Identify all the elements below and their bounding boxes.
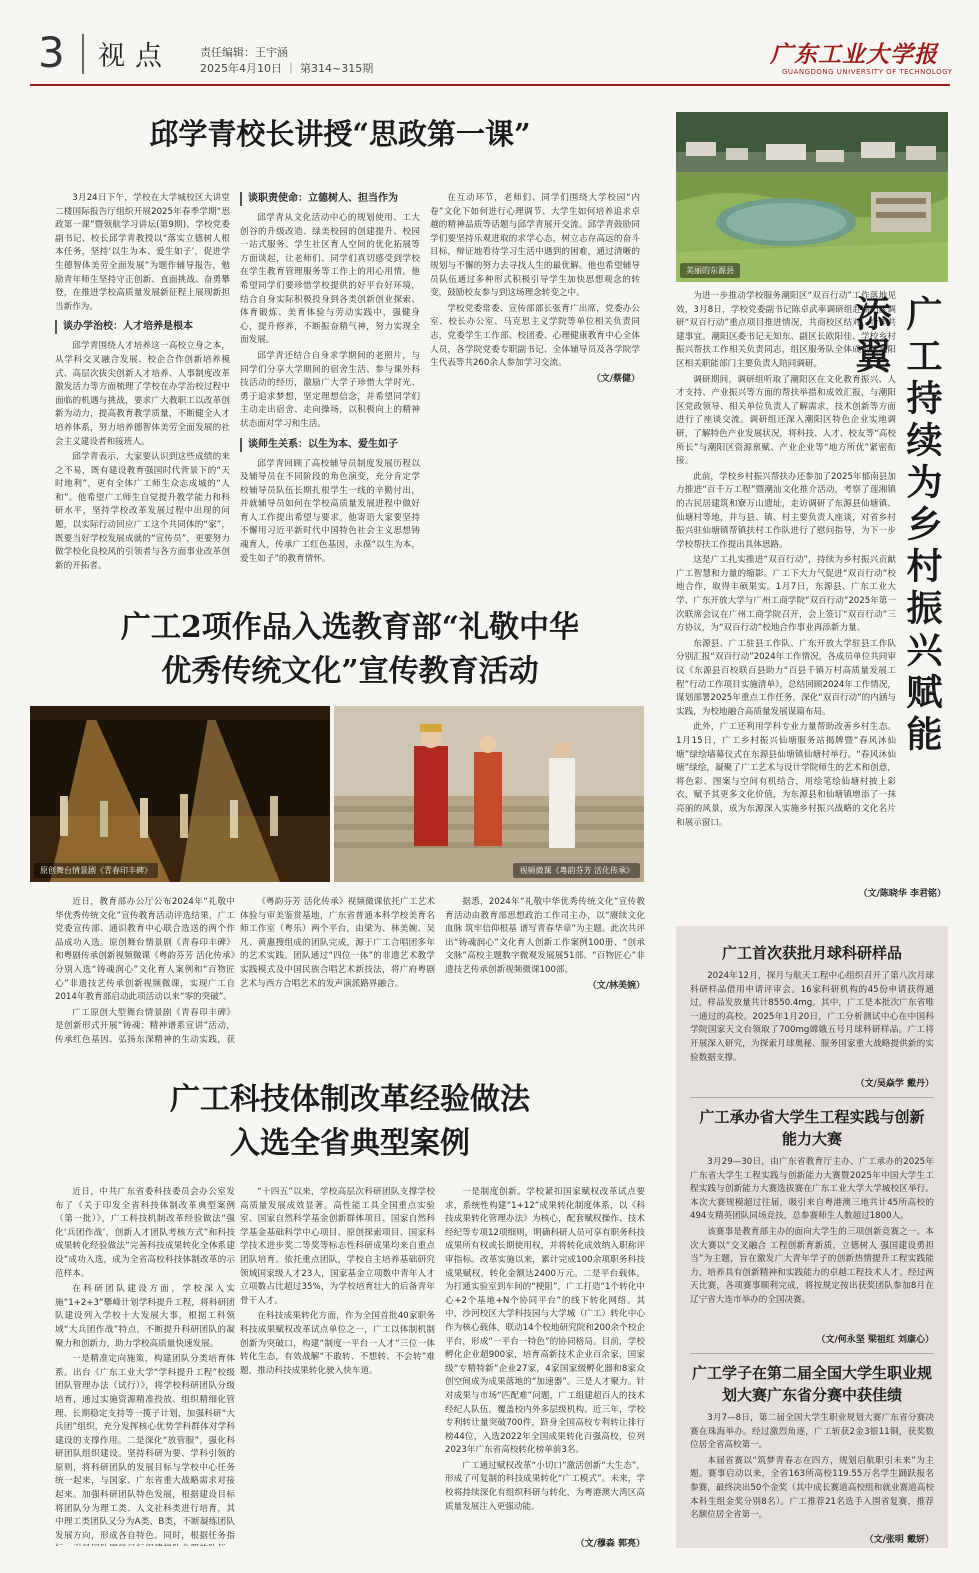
brief-2-title: 广工承办省大学生工程实践与创新能力大赛 (699, 1108, 925, 1148)
stage-play-photo-caption: 原创舞台情景剧《青春印丰碑》 (34, 863, 158, 878)
brief-2-byline: （文/何永坚 梁祖红 刘康心） (816, 1335, 934, 1345)
header-rule (30, 84, 950, 86)
article-1-byline: （文/蔡健） (591, 373, 640, 384)
editor-credit: 责任编辑：王宇涵 (200, 46, 288, 59)
article-3-para-3: 《粤韵芬芳 活化传承》视频微课依托广工艺术体验与审美鉴赏基地，广东省普通本科学校美育名师工作室（粤乐）两个平台，由梁为、林美婉、吴凡、黄惠搜组成的团队完成，源于广工合唱团多年的艺术实践。团队通过“四位一体”的非遗艺术教学实践模式及中国民族合唱艺术新技法，将广府粤剧艺术与西方合唱艺术的发声演派路界融合。 (240, 897, 435, 989)
article-4-headline-line-2: 入选全省典型案例 (230, 1126, 470, 1161)
article-4-col-1 (55, 1186, 235, 1546)
brief-1-para-1: 2024年12月，探月与航天工程中心组织召开了第八次月球科研样品借用申请评审会。16家科研机构的45份申请获得通过，样品发放量共计8550.4mg。其中，广工是本批次广东省唯一通过的高校。2025年1月20日，广工分析测试中心在中国科学院国家天文台领取了700mg嫦娥五号月球科研样品。广工将开展深入研究，为探索月球奥秘、服务国家重大战略提供新的实验数据支撑。 (690, 971, 934, 1063)
article-3-byline: （文/林美婉） (587, 980, 645, 991)
brief-3-para-2: 本届省赛以“筑梦青春志在四方，规划启航职引未来”为主题。赛事启动以来，全省163所高校119.55万名学生踊跃报名参赛，最终决出50个金奖（其中成长赛道高校组和就业赛道高校本科生组金奖分别8名）。广工推荐21名选手入围省复赛，推荐名额位居全省第一。 (690, 1455, 934, 1521)
article-3-headline-line-2: 优秀传统文化”宣传教育活动 (161, 654, 539, 689)
article-4-para-3: 一是精准定向施策，构建团队分类培育体系。出台《广东工业大学“学科提升工程”校级团队管理办法（试行）》，将学校科研团队分级培育，通过实施资源精准投放、组织精细化管理、长期稳定支持等一揽子计划，加强科研“大兵团”组织，充分发挥核心优势学科群体对学科建设的支撑作用。二是深化“放管服”，强化科研团队组织建设。坚持科研为要、学科引领的原则，将科研团队的发展目标与学校中心任务统一起来，与国家、广东省重大战略需求对接起来。加强科研团队特色发展，根据建设目标将团队分为理工类、人文社科类进行培育，其中理工类团队又分为A类、B类，不断凝练团队发展方向，形成各自特色。同时，根据任务指 (55, 1354, 235, 1541)
brief-3-para-1: 3月7—8日，第二届全国大学生职业规划大赛广东省分赛决赛在珠海举办。经过激烈角逐，广工斩获2金3银11铜，获奖数位居全省高校第一。 (690, 1413, 934, 1451)
brief-3-byline: （文/张明 戴妍） (864, 1535, 934, 1545)
article-4-byline: （文/穆森 郭亮） (575, 1539, 645, 1549)
village-photo (676, 112, 948, 282)
brief-3-body (690, 1412, 934, 1532)
article-2-para-2: 调研期间，调研组听取了潮阳区在文化教育振兴、人才支持、产业振兴等方面的帮扶举措和成效汇报，与潮阳区党政领导、相关单位负责人了解需求，技术创新等方面进行了座谈交流。调研组还深入潮阳区特色企业实地调研，了解特色产业发展状况，将科技、人才、校友等“高校所长”与潮阳区资源禀赋、产业企业等“地方所优”紧密衔接。 (676, 374, 896, 467)
article-3-para-4: 据悉，2024年“礼敬中华优秀传统文化”宣传教育活动由教育部思想政治工作司主办，以“赓续文化血脉 筑牢信仰根基 谱写青春华章”为主题。此次共评出“铸魂润心”文化育人创新工作案例100册、“创承文脉”高校主题数字微观发展展51部、“百物匠心”非遗技艺传承创新视频微课100部。 (445, 897, 645, 975)
article-3-para-2: 广工原创大型舞台情景剧《青春印丰碑》是创新形式开展“铸魂：精神谱系宣讲”活动，传承红色基因、弘扬东深精神的生动实践，获 (55, 1007, 235, 1045)
newspaper-logo: 广东工业大学报 (770, 41, 938, 68)
news-brief-sidebar (676, 926, 948, 1548)
brief-2-para-2: 该赛事是教育部主办的面向大学生的三项创新竞赛之一。本次大赛以“交叉融合 工程创新育新质，立德树人 强国建设勇担当”为主题，旨在激发广大青年学子的创新热情提升工程实践能力，培养具有创新精神和实践能力的卓越工程技术人才。经过两天比赛，各项赛事顺利完成，将按规定按出获奖团队参加8月在辽宁省大连市举办的全国决赛。 (690, 1226, 934, 1305)
article-1-para-3: 邱学青从文化活动中心的规划使用、工大创谷的升级改造、绿美校园的创建提升、校园一站式服务、学生社区育人空间的优化拓展等方面谈起，让老师们、同学们真切感受到学校在学生教育管理服务等工作上的用心用情。他希望同学们要珍惜学校提供的好平台好环境，结合自身实际积极投身到各类创新创业探索、体育锻炼、美育体验与劳动实践中，强健身心，提升修养，不断振奋精气神，努力实现全面发展。 (240, 213, 420, 346)
article-2-headline: 广工持续为乡村振兴赋能添翼 (850, 295, 943, 757)
brief-2-body (690, 1156, 934, 1332)
article-2-para-1: 为进一步推动学校服务潮阳区“双百行动”工作落地见效，3月8日，学校党委副书记陈卓武率调研组赴潮阳区调研“双百行动”重点项目推进情况，共商校区结对、合作共建事宜。潮阳区委书记无知东、副区长欧阳佳、学校乡村振兴帮扶工作相关负责同志，组区服务队全体成员及潮阳区相关职能部门主要负责人陪同调研。 (676, 291, 896, 369)
brief-3-title: 广工学子在第二届全国大学生职业规划大赛广东省分赛中获佳绩 (692, 1364, 933, 1404)
village-photo-caption: 美丽的东源县 (680, 263, 740, 278)
article-2-para-3: 此前，学校乡村振兴帮扶办还参加了2025年郁南县加力推进“百千万工程”暨潮汕文化推介活动，考察了莲湘镇的古民居建筑和寮万山遗址，走访调研了东源县仙塘镇、仙塘村等地，并与县、镇、村主要负责人座谈，对省乡村振兴驻仙塘镇帮镇扶村工作队进行了慰问指导，为下一步学校帮扶工作提出具体思路。 (676, 471, 896, 550)
article-2-para-5: 东源县、广工驻县工作队、广东开放大学驻县工作队分别汇报“双百行动”2024年工作情况，各成员单位共同审议《东源县百校联百县助力“百县千镇万村高质量发展工程”行动工作项目实施清单》，总结回顾2024年工作情况，谋划部署2025年重点工作任务，深化“双百行动”的内涵与实践，为校地融合高质量发展谋篇布局。 (676, 638, 896, 717)
article-4-col-3 (445, 1186, 645, 1532)
article-3-headline (30, 606, 670, 694)
stage-play-photo (30, 706, 330, 882)
article-1-para-1: 邱学青围绕人才培养这一高校立身之本，从学科交叉融合发展、校企合作创新培养模式、高层次拔尖创新人才培养、人事制度改革激发活力等方面梳理了学校在办学治校过程中面临的机遇与挑战，要求广大教职工以改革创新为动力，提高教育教学质量，不断健全人才培养体系，努力培养德智体美劳全面发展的社会主义建设者和接班人。 (55, 341, 230, 447)
article-4-headline-line-1: 广工科技体制改革经验做法 (170, 1082, 530, 1117)
article-1-col-1 (55, 192, 230, 576)
header-divider (82, 34, 84, 74)
section-title: 视点 (98, 41, 172, 72)
article-2-byline: （文/陈晓华 李君铭） (858, 889, 946, 899)
article-1-col-2 (240, 192, 420, 576)
article-1-subhead-3: 谈师生关系：以生为本、爱生如子 (240, 438, 420, 452)
article-4-para-1: 近日，中共广东省委科技委员会办公室发布了《关于印发全省科技体制改革典型案例（第一批）》，广工科技机制改革经验做法“强化‘兵团作战’，创新人才团队考核方式”和科技成果转化经验做法“完善科技成果转化全体系建设”成功入选，成为全省高校科技体制改革的示范样本。 (55, 1187, 235, 1279)
article-3-headline-line-1: 广工2项作品入选教育部“礼敬中华 (120, 610, 580, 645)
article-1-headline: 邱学青校长讲授“思政第一课” (149, 117, 531, 151)
article-3-col-3 (445, 896, 645, 1046)
article-4-para-7: 广工通过赋权改革“小切口”激活创新“大生态”，形成了可复制的科技成果转化“广工模式”。未来，学校将持续深化有组织科研与转化，为粤港澳大湾区高质量发展注入更强动能。 (445, 1460, 645, 1512)
article-4-headline (30, 1078, 670, 1166)
article-4-col-2 (240, 1186, 435, 1546)
article-1-para-6: 在互动环节，老师们、同学们围绕大学校园“内卷”文化下如何进行心理调节、大学生如何培养追求卓越的精神品质等话题与邱学青展开交流。邱学青鼓励同学们要坚持乐观进取的求学心态，树立志存高远的奋斗目标，辩证地看待学习生活中遇到的困难，通过清晰的规划与不懈的努力去寻找人生的最优解。他也希望辅导员队伍通过多种形式积极引导学生加快思想观念的转变，鼓励校友参与到这场理念转变之中。 (430, 193, 640, 299)
article-1-subhead-2: 谈职责使命：立德树人、担当作为 (240, 192, 420, 206)
page-number: 3 (38, 28, 65, 77)
article-1-para-2: 邱学青表示，大家要认识到这些成绩的来之不易，既有建设教育强国时代背景下的“天时地利”，更有全体广工师生众志成城的“人和”。他希望广工师生自觉提升教学能力和科研水平，坚持学校改革发展过程中出现的问题，以实际行动回应广工这个共同体的“家”，既要当好学校发展成就的“宣传员”，更要努力做学校化良校风的引领者与各方面事业改革创新的开拓者。 (55, 452, 230, 571)
brief-1-body (690, 970, 934, 1076)
issue-date: 2025年4月10日 ｜ 第314~315期 (200, 62, 374, 75)
brief-divider-2 (690, 1353, 934, 1354)
article-4-para-6: 一是制度创新。学校紧扣国家赋权改革试点要求，系统性构建“1+12”成果转化制度体系，以《科技成果转化管理办法》为核心，配套赋权操作、技术经纪等专项12项细则，明确科研人员可享有职务科技成果所有权或长期使用权，并将转化成效纳入职称评审指标。改革实施以来，累计完成100余项职务科技成果赋权，转化金额达2400万元。二是平台载体。为打通实验室到车间的“梗阻”，广工打造“1个转化中心+2个基地+N个协同平台”的线下转化网络。其中，沙河校区大学科技园与大学城（广工）转化中心作为核心载体，联动14个校地研究院和200余个校企平台，形成“一平台一特色”的协同格局。目前，学校孵化企业超900家，培育高新技术企业百余家，国家级“专精特新”企业27家，4家国家级孵化器和8家众创空间成为成果落地的“加速器”。三是人才聚力。针对成果与市场“匹配难”问题，广工组建超百人的技术经纪人队伍，覆盖校内外多层级机构。近三年，学校专利转让量突破700件，跻身全国高校专利转让排行榜44位，入选2022年全国成果转化百强高校，位列2023年广东省高校转化榜单前3名。 (445, 1187, 645, 1456)
article-3-col-1 (55, 896, 235, 1046)
article-4-para-5: 在科技成果转化方面，作为全国首批40家职务科技成果赋权改革试点单位之一，广工以体制机制创新为突破口，构建“制度一平台一人才”三位一体转化生态，有效战解“不敢转、不想转、不会转”难题，推动科技成果转化驶入快车道。 (240, 1311, 435, 1376)
article-4-para-2: 在科研团队建设方面，学校深入实施“1+2+3”攀峰计划学科提升工程，将科研团队建设列入学校十大发展大事，根据工科领域“大兵团作战”特点，不断提升科研团队的凝聚力和创新力，助力学校高质量快速发展。 (55, 1284, 235, 1349)
article-1-intro: 3月24日下午，学校在大学城校区大讲堂二楼国际报告厅组织开展2025年春季学期“思政第一课”暨领航学习讲坛(第9期)。学校党委副书记、校长邱学青教授以“落实立德树人根本任务，坚持‘以生为本、爱生如子’，促进学生德智体美劳全面发展”为题作辅导报告，勉励青年师生坚持守正创新、直面挑战、奋勇攀登，在推进学校高质量发展新征程上展现新担当新作为。 (55, 193, 230, 312)
brief-1-byline: （文/吴焱学 戴丹） (855, 1079, 934, 1089)
article-4-para-4: “十四五”以来，学校高层次科研团队支撑学校高质量发展成效显著。高性能工具全国重点实验室、国家自然科学基金创新群体项目、国家自然科学基金基础科学中心项目、原创探索项目、国家科学技术进步奖二等奖等标志性科研成果均来自重点团队培育。依托重点团队，学校自主培养基础研究领域国家级人才23人，国家基金立项数中青年人才立项数占比超过35%，为学校培育壮大的后备青年骨干人才。 (240, 1187, 435, 1306)
brief-divider-1 (690, 1097, 934, 1098)
article-1-para-5: 邱学青回顾了高校辅导员制度发展历程以及辅导员在不同阶段的角色演变，充分肯定学校辅导员队伍长期扎根学生一线的辛勤付出，并就辅导员如何在学校高质量发展进程中做好育人工作提出希望与要求。他寄语大家要坚持不懈用习近平新时代中国特色社会主义思想铸魂育人，传承广工红色基因，永葆“以生为本，爱生如子”的教育情怀。 (240, 458, 420, 564)
article-1-col-3 (430, 192, 640, 576)
article-2-para-6: 此外，广工还利用学科专业力量帮助改善乡村生态。1月15日，广工乡村振兴仙塘服务站揭牌暨“春风沐仙塘”绿绘墙幕仪式在东源县仙塘镇仙塘村举行。“春风沐仙塘”绿绘，凝聚了广工艺术与设计学院师生的艺术和创意，将色彩、图案与空间有机结合，用绘笔绘仙塘村披上彩衣，赋予其更多文化价值，为东源县和仙塘镇增添了一抹亮丽的风景，成为东源深入实施乡村振兴战略的文化名片和展示窗口。 (676, 722, 896, 828)
article-3-para-1: 近日，教育部办公厅公布2024年“礼敬中华优秀传统文化”宣传教育活动评选结果，广工党委宣传部、通识教育中心联合选送的两个作品成功入选。原创舞台情景剧《青春印丰碑》和粤剧传承创新视频微课《粤韵芬芳 活化传承》分别入选“铸魂润心”文化育人案例和“百物匠心”非遗技艺传承创新视频微课，实现广工自2014年教育部启动此项活动以来“零的突破”。 (55, 897, 235, 1003)
brief-2-para-1: 3月29—30日，由广东省教育厅主办、广工承办的2025年广东省大学生工程实践与创新能力大赛暨2025年中国大学生工程实践与创新能力大赛选拔赛在广东工业大学大学城校区举行。本次大赛规模超过往届，吸引来自粤港澳三地共计45所高校的494支精英团队同场竞技，总参赛师生人数超过1800人。 (690, 1157, 934, 1222)
newspaper-logo-subtitle: GUANGDONG UNIVERSITY OF TECHNOLOGY (782, 68, 953, 76)
article-1-subhead-1: 谈办学治校：人才培养是根本 (55, 320, 230, 334)
article-1-para-4: 邱学青还结合自身求学期间的老照片，与同学们分享大学期间的宿舍生活、参与课外科技活动的经历，激励广大学子珍惜大学时光、勇于追求梦想，坚定理想信念，并希望同学们主动走出宿舍、走向操场，以积极向上的精神状态面对学习和生活。 (240, 350, 420, 429)
brief-1-title: 广工首次获批月球科研样品 (721, 944, 902, 962)
article-1-para-7: 学校党委常委、宣传部部长张育广出席，党委办公室、校长办公室、马克思主义学院等单位相关负责同志，党委学生工作部、校团委、心理健康教育中心全体人员，各学院党委专职副书记、全体辅导员及各学院学生代表等共260余人参加学习交流。 (430, 303, 640, 369)
opera-photo (334, 706, 644, 882)
article-3-col-2 (240, 896, 435, 1046)
opera-photo-caption: 视频微课《粤韵芬芳 活化传承》 (513, 863, 640, 878)
article-2-para-4: 这是广工扎实推进“双百行动”，持续为乡村振兴贡献广工智慧和力量的缩影。广工下大力气促进“双百行动”校地合作，取得丰硕果实。1月7日，东源县、广东工业大学、广东开放大学与广州工商学院“双百行动”2025年第一次联席会议在广州工商学院召开，会上签订“双百行动”三方协议，为“双百行动”校地合作事业再添新力量。 (676, 555, 896, 634)
